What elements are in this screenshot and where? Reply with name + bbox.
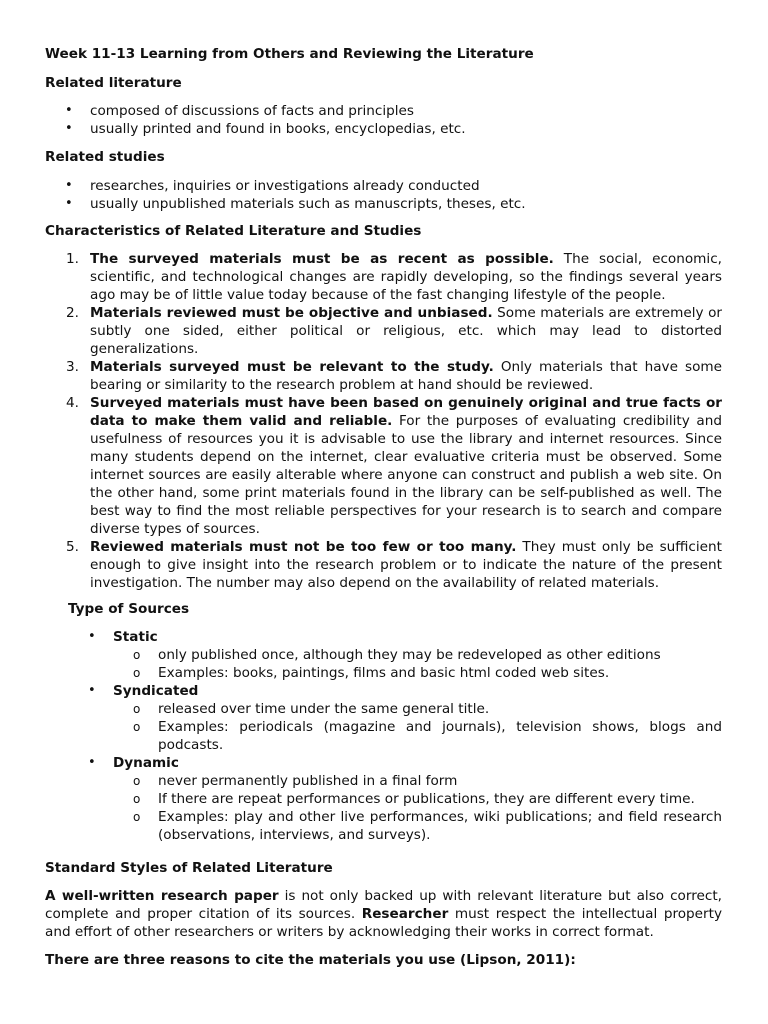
bullet-icon: • [88,629,96,644]
list-item: • composed of discussions of facts and principles [65,103,415,119]
list-item: • researches, inquiries or investigations already conducted [65,178,480,194]
characteristics-list [0,250,722,592]
source-type-label: Dynamic [113,755,179,771]
bullet-icon: • [88,755,96,770]
source-type-label: Static [113,629,158,645]
bullet-icon: • [65,178,73,193]
list-item: 5. Reviewed materials must not be too few or too many. They must only be sufficient enough to give insight into the research problem or to indicate the nature of the present investigation. The number may also depend on the availability of related materials. [66,539,722,591]
source-type-label: Syndicated [113,683,199,699]
related-studies-heading: Related studies [45,149,165,165]
list-item: o released over time under the same general title. [133,701,490,717]
page-title: Week 11-13 Learning from Others and Reviewing the Literature [45,46,534,62]
related-studies-list [0,177,722,213]
circle-bullet-icon: o [133,810,141,824]
circle-bullet-icon: o [133,774,141,788]
list-item [0,628,722,682]
list-item: o Examples: periodicals (magazine and journals), television shows, blogs and podcasts. [133,719,722,753]
circle-bullet-icon: o [133,702,141,716]
type-of-sources-heading: Type of Sources [68,601,190,617]
list-item: 2. Materials reviewed must be objective and unbiased. Some materials are extremely or subtly one sided, either political or religious, etc. which may lead to distorted generalizations. [66,305,722,357]
source-type-sublist [113,772,722,844]
source-type-sublist [113,646,722,682]
circle-bullet-icon: o [133,720,141,734]
reasons-heading: There are three reasons to cite the materials you use (Lipson, 2011): [45,952,576,968]
bullet-icon: • [65,103,73,118]
circle-bullet-icon: o [133,792,141,806]
characteristics-heading: Characteristics of Related Literature and Studies [45,223,422,239]
list-item: • usually unpublished materials such as manuscripts, theses, etc. [65,196,526,212]
related-literature-heading: Related literature [45,75,182,91]
standard-styles-heading: Standard Styles of Related Literature [45,860,333,876]
list-item: o only published once, although they may be redeveloped as other editions [133,647,661,663]
list-item: 4. Surveyed materials must have been based on genuinely original and true facts or data to make them valid and reliable. For the purposes of evaluating credibility and usefulness of resources you it is advisable to use the library and internet resources. Since many students depend on the internet, clear evaluative criteria must be observed. Some internet sources are easily alterable where anyone can construct and publish a web site. On the other hand, some print materials found in the library can be self-published as well. The best way to find the most reliable perspectives for your research is to search and compare diverse types of sources. [66,395,722,537]
bullet-icon: • [65,121,73,136]
source-type-sublist [113,700,722,754]
list-item: • usually printed and found in books, encyclopedias, etc. [65,121,466,137]
list-item: o Examples: books, paintings, films and basic html coded web sites. [133,665,610,681]
circle-bullet-icon: o [133,648,141,662]
list-item: o never permanently published in a final form [133,773,458,789]
related-literature-list [0,102,722,138]
bullet-icon: • [65,196,73,211]
bullet-icon: • [88,683,96,698]
list-item: 3. Materials surveyed must be relevant to the study. Only materials that have some bearing or similarity to the research problem at hand should be reviewed. [66,359,722,393]
list-item: o If there are repeat performances or publications, they are different every time. [133,791,695,807]
list-item [0,682,722,754]
source-types-list [0,628,722,844]
list-item: o Examples: play and other live performances, wiki publications; and field research (observations, interviews, and surveys). [133,809,722,843]
circle-bullet-icon: o [133,666,141,680]
list-item: 1. The surveyed materials must be as recent as possible. The social, economic, scientific, and technological changes are rapidly developing, so the findings several years ago may be of little value today because of the fast changing lifestyle of the people. [66,251,722,303]
list-item [0,754,722,844]
standard-styles-paragraph: A well-written research paper is not only backed up with relevant literature but also correct, complete and proper citation of its sources. Researcher must respect the intellectual property and effort of other researchers or writers by acknowledging their works in correct format. [45,888,723,940]
